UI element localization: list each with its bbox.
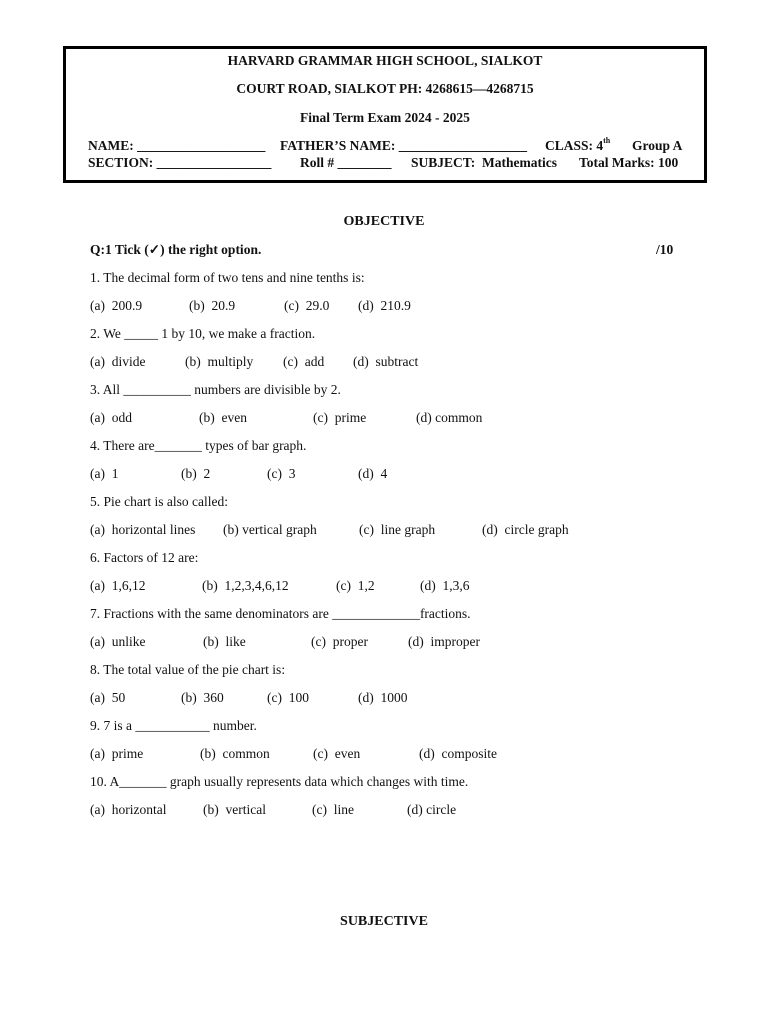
options-row — [90, 466, 690, 484]
subjective-title: SUBJECTIVE — [340, 914, 428, 929]
options-row — [90, 522, 690, 540]
option-a[interactable]: (a) unlike — [90, 634, 146, 649]
option-c[interactable]: (c) proper — [311, 634, 368, 649]
question-marks: /10 — [656, 242, 674, 257]
option-d[interactable]: (d) circle graph — [482, 522, 569, 537]
option-c[interactable]: (c) 3 — [267, 466, 296, 481]
option-c[interactable]: (c) 29.0 — [284, 298, 330, 313]
question-text: 4. There are_______ types of bar graph. — [90, 438, 307, 453]
info-row-2 — [66, 155, 704, 173]
question-text: 1. The decimal form of two tens and nine tenths is: — [90, 270, 365, 285]
option-b[interactable]: (b) common — [200, 746, 270, 761]
option-d[interactable]: (d) 210.9 — [358, 298, 411, 313]
class-superscript: th — [603, 136, 611, 145]
info-row-1 — [66, 138, 704, 156]
school-address: COURT ROAD, SIALKOT PH: 4268615—4268715 — [236, 81, 534, 96]
option-c[interactable]: (c) prime — [313, 410, 367, 425]
options-row — [90, 802, 690, 820]
section-field: SECTION: _________________ — [88, 155, 272, 170]
option-c[interactable]: (c) 100 — [267, 690, 309, 705]
options-row — [90, 578, 690, 596]
option-b[interactable]: (b) like — [203, 634, 246, 649]
group-label: Group A — [632, 138, 683, 153]
option-c[interactable]: (c) 1,2 — [336, 578, 375, 593]
options-row — [90, 410, 690, 428]
options-row — [90, 354, 690, 372]
option-d[interactable]: (d) circle — [407, 802, 457, 817]
total-marks: Total Marks: 100 — [579, 155, 679, 170]
option-a[interactable]: (a) prime — [90, 746, 144, 761]
question-text: 9. 7 is a ___________ number. — [90, 718, 257, 733]
option-a[interactable]: (a) horizontal lines — [90, 522, 196, 537]
option-a[interactable]: (a) 1 — [90, 466, 119, 481]
option-d[interactable]: (d) 1,3,6 — [420, 578, 470, 593]
option-b[interactable]: (b) 360 — [181, 690, 224, 705]
option-b[interactable]: (b) multiply — [185, 354, 254, 369]
class-field — [545, 138, 610, 154]
option-d[interactable]: (d) improper — [408, 634, 480, 649]
objective-title: OBJECTIVE — [343, 214, 425, 229]
name-field: NAME: ___________________ — [88, 138, 266, 153]
question-text: 5. Pie chart is also called: — [90, 494, 228, 509]
question-text: 6. Factors of 12 are: — [90, 550, 199, 565]
option-b[interactable]: (b) vertical — [203, 802, 266, 817]
question-text: 8. The total value of the pie chart is: — [90, 662, 286, 677]
option-c[interactable]: (c) add — [283, 354, 325, 369]
options-row — [90, 298, 690, 316]
option-d[interactable]: (d) common — [416, 410, 483, 425]
class-label: CLASS: 4 — [545, 138, 604, 153]
option-a[interactable]: (a) odd — [90, 410, 132, 425]
option-a[interactable]: (a) horizontal — [90, 802, 167, 817]
options-row — [90, 690, 690, 708]
exam-title: Final Term Exam 2024 - 2025 — [300, 110, 470, 125]
option-d[interactable]: (d) subtract — [353, 354, 419, 369]
question-instruction: Q:1 Tick (✓) the right option. — [90, 242, 262, 257]
option-a[interactable]: (a) 1,6,12 — [90, 578, 146, 593]
option-a[interactable]: (a) 200.9 — [90, 298, 143, 313]
school-name: HARVARD GRAMMAR HIGH SCHOOL, SIALKOT — [227, 53, 543, 68]
question-text: 10. A_______ graph usually represents data which changes with time. — [90, 774, 469, 789]
option-b[interactable]: (b) 1,2,3,4,6,12 — [202, 578, 289, 593]
question-text: 2. We _____ 1 by 10, we make a fraction. — [90, 326, 316, 341]
options-row — [90, 634, 690, 652]
roll-field: Roll # ________ — [300, 155, 392, 170]
option-b[interactable]: (b) vertical graph — [223, 522, 317, 537]
option-d[interactable]: (d) 1000 — [358, 690, 408, 705]
option-c[interactable]: (c) line — [312, 802, 354, 817]
option-c[interactable]: (c) line graph — [359, 522, 436, 537]
option-b[interactable]: (b) 20.9 — [189, 298, 236, 313]
option-d[interactable]: (d) composite — [419, 746, 497, 761]
option-b[interactable]: (b) even — [199, 410, 247, 425]
option-a[interactable]: (a) 50 — [90, 690, 126, 705]
option-a[interactable]: (a) divide — [90, 354, 146, 369]
question-text: 7. Fractions with the same denominators are _____________fractions. — [90, 606, 471, 621]
option-b[interactable]: (b) 2 — [181, 466, 211, 481]
question-text: 3. All __________ numbers are divisible by 2. — [90, 382, 341, 397]
subject-field: SUBJECT: Mathematics — [411, 155, 557, 170]
options-row — [90, 746, 690, 764]
exam-header — [63, 46, 707, 183]
option-d[interactable]: (d) 4 — [358, 466, 388, 481]
option-c[interactable]: (c) even — [313, 746, 361, 761]
father-name-field: FATHER’S NAME: ___________________ — [280, 138, 527, 153]
